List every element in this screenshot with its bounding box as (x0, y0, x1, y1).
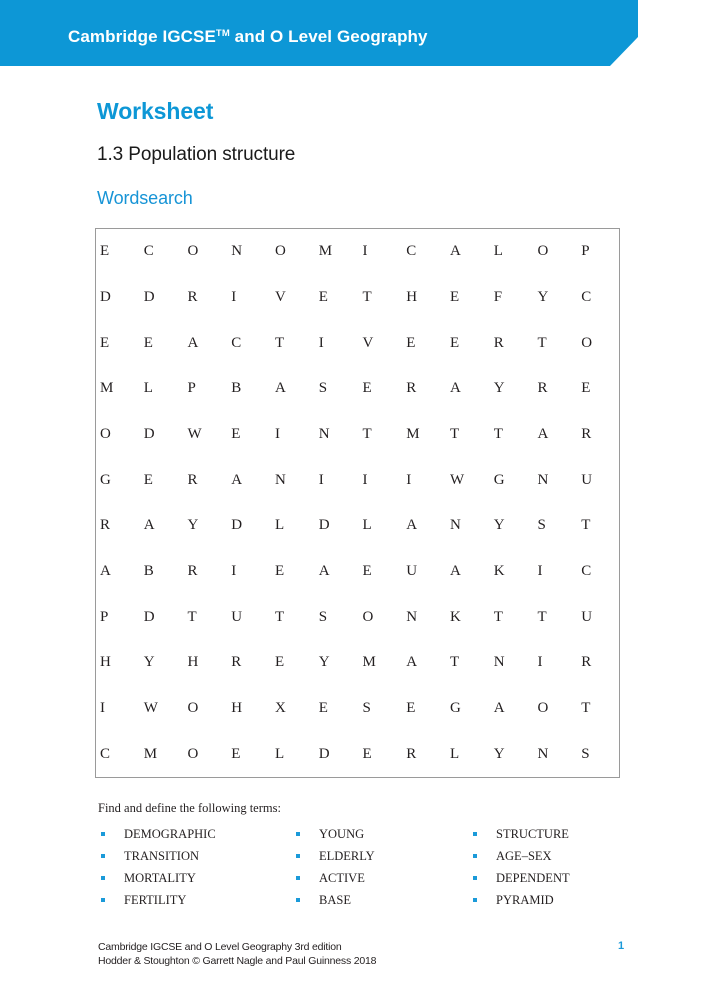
wordsearch-cell[interactable]: T (362, 289, 372, 305)
wordsearch-cell[interactable]: O (187, 745, 199, 762)
wordsearch-cell[interactable]: K (450, 608, 461, 625)
wordsearch-grid[interactable] (95, 228, 620, 778)
wordsearch-cell[interactable]: C (100, 745, 111, 762)
wordsearch-cell[interactable]: S (581, 745, 590, 762)
wordsearch-row (96, 366, 619, 412)
wordlist-item (470, 867, 650, 889)
wordsearch-row (96, 275, 619, 321)
wordsearch-cell[interactable]: G (100, 471, 111, 488)
wordlist-item-label: BASE (319, 893, 351, 907)
wordsearch-cell[interactable]: A (537, 426, 549, 443)
wordsearch-cell[interactable]: T (450, 654, 460, 671)
wordsearch-cell[interactable]: N (231, 243, 243, 260)
wordsearch-cell[interactable]: Y (537, 289, 549, 305)
wordsearch-cell[interactable]: D (231, 517, 243, 534)
wordsearch-cell[interactable]: T (537, 608, 547, 625)
wordsearch-cell[interactable]: O (275, 243, 286, 260)
wordsearch-cell[interactable]: Y (493, 380, 505, 397)
wordlist-instruction: Find and define the following terms: (98, 801, 281, 815)
wordsearch-cell[interactable]: R (493, 334, 504, 351)
wordsearch-cell[interactable]: E (362, 563, 372, 580)
wordsearch-cell[interactable]: S (537, 517, 546, 534)
wordlist-item-label: PYRAMID (496, 893, 554, 907)
wordsearch-cell[interactable]: C (581, 289, 592, 305)
wordsearch-cell[interactable]: E (406, 334, 416, 351)
wordsearch-cell[interactable]: R (406, 745, 417, 762)
wordsearch-row (96, 457, 619, 503)
wordsearch-cell[interactable]: R (581, 654, 592, 671)
wordsearch-cell[interactable]: M (406, 426, 420, 443)
wordsearch-cell[interactable]: A (231, 471, 243, 488)
wordsearch-cell[interactable]: D (318, 745, 330, 762)
wordsearch-cell[interactable]: X (275, 700, 286, 717)
wordsearch-cell[interactable]: E (581, 380, 591, 397)
wordsearch-cell[interactable]: E (406, 700, 416, 717)
wordsearch-cell[interactable]: R (187, 563, 198, 580)
bullet-icon (101, 832, 105, 836)
wordsearch-cell[interactable]: O (187, 700, 199, 717)
wordsearch-cell[interactable]: N (450, 517, 461, 534)
wordlist-column (98, 823, 278, 911)
wordsearch-cell[interactable]: C (406, 243, 417, 260)
wordsearch-cell[interactable]: C (231, 334, 242, 351)
wordsearch-cell[interactable]: E (362, 745, 372, 762)
wordsearch-cell[interactable]: F (493, 289, 503, 305)
wordsearch-cell[interactable]: D (143, 289, 155, 305)
bullet-icon (296, 854, 300, 858)
wordsearch-cell[interactable]: A (406, 654, 418, 671)
wordlist-item-label: MORTALITY (124, 871, 196, 885)
wordlist-item-label: TRANSITION (124, 849, 199, 863)
wordsearch-cell[interactable]: I (231, 563, 237, 580)
bullet-icon (296, 832, 300, 836)
wordsearch-cell[interactable]: M (100, 380, 114, 397)
wordsearch-cell[interactable]: W (450, 471, 465, 488)
wordsearch-cell[interactable]: U (231, 608, 243, 625)
bullet-icon (296, 876, 300, 880)
header-title-rest: and O Level Geography (229, 27, 428, 46)
wordsearch-cell[interactable]: K (493, 563, 505, 580)
wordsearch-cell[interactable]: L (275, 745, 285, 762)
wordlist-item (293, 845, 473, 867)
wordsearch-cell[interactable]: E (275, 563, 285, 580)
page-number: 1 (618, 940, 625, 952)
wordsearch-row (96, 320, 619, 366)
wordsearch-cell[interactable]: U (581, 608, 593, 625)
bullet-icon (473, 832, 477, 836)
wordsearch-cell[interactable]: C (581, 563, 592, 580)
wordsearch-cell[interactable]: E (275, 654, 285, 671)
wordsearch-cell[interactable]: N (537, 471, 549, 488)
wordsearch-cell[interactable]: R (187, 289, 198, 305)
wordsearch-row (96, 229, 619, 275)
bullet-icon (473, 898, 477, 902)
wordsearch-cell[interactable]: V (362, 334, 374, 351)
wordsearch-cell[interactable]: Y (187, 517, 199, 534)
wordsearch-cell[interactable]: L (275, 517, 285, 534)
wordsearch-cell[interactable]: Y (318, 654, 330, 671)
wordsearch-cell[interactable]: C (143, 243, 154, 260)
wordsearch-cell[interactable]: E (100, 334, 110, 351)
wordsearch-cell[interactable]: I (318, 334, 324, 351)
wordlist-item (98, 823, 278, 845)
wordsearch-cell[interactable]: E (231, 426, 241, 443)
wordsearch-cell[interactable]: E (450, 289, 460, 305)
wordsearch-cell[interactable]: R (581, 426, 592, 443)
bullet-icon (296, 898, 300, 902)
wordlist-item (293, 867, 473, 889)
wordsearch-cell[interactable]: I (100, 700, 105, 717)
wordlist-item (98, 845, 278, 867)
wordsearch-cell[interactable]: P (100, 608, 109, 625)
wordsearch-cell[interactable]: S (318, 608, 328, 625)
wordsearch-cell[interactable]: R (100, 517, 111, 534)
wordsearch-cell[interactable]: T (362, 426, 372, 443)
bullet-icon (101, 854, 105, 858)
wordsearch-cell[interactable]: T (493, 608, 503, 625)
footer-line-2: Hodder & Stoughton © Garrett Nagle and Paul Guinness 2018 (98, 955, 377, 967)
wordsearch-cell[interactable]: A (450, 243, 461, 260)
bullet-icon (101, 876, 105, 880)
wordsearch-cell[interactable]: E (450, 334, 460, 351)
wordsearch-cell[interactable]: I (537, 654, 543, 671)
wordsearch-cell[interactable]: O (537, 700, 549, 717)
wordsearch-cell[interactable]: O (100, 426, 111, 443)
wordsearch-cell[interactable]: Y (493, 745, 505, 762)
wordsearch-cell[interactable]: H (406, 289, 418, 305)
wordsearch-cell[interactable]: N (275, 471, 286, 488)
wordsearch-cell[interactable]: U (406, 563, 418, 580)
wordsearch-cell[interactable]: W (187, 426, 202, 443)
wordsearch-cell[interactable]: D (100, 289, 111, 305)
wordsearch-row (96, 686, 619, 732)
wordsearch-cell[interactable]: B (231, 380, 242, 397)
wordsearch-row (96, 731, 619, 777)
wordlist-column (470, 823, 650, 911)
wordsearch-cell[interactable]: N (493, 654, 505, 671)
wordsearch-row (96, 640, 619, 686)
wordsearch-cell[interactable]: O (187, 243, 199, 260)
wordsearch-cell[interactable]: A (143, 517, 155, 534)
wordsearch-cell[interactable]: E (100, 243, 110, 260)
wordlist (98, 823, 628, 913)
wordsearch-cell[interactable]: P (581, 243, 590, 260)
wordsearch-cell[interactable]: M (143, 745, 158, 762)
wordlist-item (98, 867, 278, 889)
worksheet-subtitle: 1.3 Population structure (97, 144, 296, 165)
section-title: Wordsearch (97, 188, 193, 208)
wordlist-item-label: ACTIVE (319, 871, 365, 885)
wordlist-item-label: DEPENDENT (496, 871, 570, 885)
wordsearch-cell[interactable]: E (318, 289, 328, 305)
header-title-main: Cambridge IGCSE (68, 27, 216, 46)
wordlist-item-label: ELDERLY (319, 849, 375, 863)
wordsearch-cell[interactable]: R (187, 471, 198, 488)
wordsearch-cell[interactable]: A (318, 563, 330, 580)
wordsearch-row (96, 412, 619, 458)
wordsearch-cell[interactable]: R (406, 380, 417, 397)
wordsearch-cell[interactable]: O (537, 243, 549, 260)
wordsearch-cell[interactable]: Y (493, 517, 505, 534)
wordsearch-cell[interactable]: E (143, 334, 153, 351)
wordsearch-cell[interactable]: A (406, 517, 418, 534)
wordsearch-cell[interactable]: T (493, 426, 503, 443)
wordsearch-row (96, 503, 619, 549)
wordlist-item-label: YOUNG (319, 827, 365, 841)
wordsearch-cell[interactable]: N (318, 426, 330, 443)
wordsearch-cell[interactable]: B (143, 563, 154, 580)
wordsearch-cell[interactable]: G (450, 700, 461, 717)
wordlist-item-label: DEMOGRAPHIC (124, 827, 216, 841)
wordsearch-cell[interactable]: O (581, 334, 593, 351)
wordlist-item-label: FERTILITY (124, 893, 187, 907)
wordsearch-cell[interactable]: I (318, 471, 324, 488)
wordsearch-cell[interactable]: N (406, 608, 418, 625)
wordsearch-cell[interactable]: I (362, 471, 368, 488)
wordsearch-cell[interactable]: G (493, 471, 505, 488)
bullet-icon (473, 854, 477, 858)
wordsearch-cell[interactable]: A (493, 700, 505, 717)
trademark-superscript: TM (215, 28, 230, 39)
wordlist-item-label: AGE–SEX (496, 849, 552, 863)
wordsearch-cell[interactable]: H (187, 654, 199, 671)
wordsearch-cell[interactable]: M (318, 243, 333, 260)
footer (98, 940, 628, 968)
wordsearch-cell[interactable]: M (362, 654, 376, 671)
wordsearch-cell[interactable]: E (362, 380, 372, 397)
wordsearch-row (96, 594, 619, 640)
wordlist-item (98, 889, 278, 911)
wordsearch-cell[interactable]: D (318, 517, 330, 534)
wordsearch-cell[interactable]: I (362, 243, 368, 260)
wordlist-item-label: STRUCTURE (496, 827, 569, 841)
wordsearch-cell[interactable]: S (318, 380, 328, 397)
wordsearch-cell[interactable]: R (537, 380, 548, 397)
wordsearch-cell[interactable]: D (143, 426, 155, 443)
wordsearch-cell[interactable]: R (231, 654, 242, 671)
wordsearch-cell[interactable]: I (537, 563, 543, 580)
wordlist-item (293, 823, 473, 845)
wordsearch-cell[interactable]: T (581, 700, 591, 717)
wordsearch-cell[interactable]: A (100, 563, 111, 580)
wordsearch-cell[interactable]: L (362, 517, 372, 534)
wordsearch-cell[interactable]: I (406, 471, 412, 488)
wordsearch-cell[interactable]: T (275, 334, 285, 351)
wordsearch-cell[interactable]: T (537, 334, 547, 351)
wordsearch-cell[interactable]: T (450, 426, 460, 443)
wordsearch-cell[interactable]: S (362, 700, 371, 717)
wordlist-item (470, 845, 650, 867)
wordsearch-cell[interactable]: I (275, 426, 280, 443)
wordsearch-cell[interactable]: T (187, 608, 197, 625)
bullet-icon (101, 898, 105, 902)
wordsearch-cell[interactable]: T (581, 517, 591, 534)
wordsearch-cell[interactable]: H (231, 700, 243, 717)
wordlist-column (293, 823, 473, 911)
wordsearch-cell[interactable]: D (143, 608, 155, 625)
wordsearch-cell[interactable]: L (450, 745, 460, 762)
wordsearch-cell[interactable]: U (581, 471, 593, 488)
bullet-icon (473, 876, 477, 880)
wordsearch-cell[interactable]: I (231, 289, 237, 305)
wordsearch-cell[interactable]: N (537, 745, 549, 762)
wordsearch-cell[interactable]: A (187, 334, 199, 351)
wordsearch-cell[interactable]: O (362, 608, 374, 625)
wordsearch-cell[interactable]: E (231, 745, 241, 762)
wordsearch-cell[interactable]: T (275, 608, 285, 625)
wordsearch-cell[interactable]: Y (143, 654, 155, 671)
wordsearch-cell[interactable]: W (143, 700, 158, 717)
header-title (68, 27, 428, 47)
wordsearch-cell[interactable]: E (143, 471, 153, 488)
wordsearch-cell[interactable]: A (275, 380, 286, 397)
wordsearch-cell[interactable]: A (450, 380, 461, 397)
wordsearch-cell[interactable]: P (187, 380, 196, 397)
wordsearch-cell[interactable]: E (318, 700, 328, 717)
wordlist-item (293, 889, 473, 911)
footer-line-1: Cambridge IGCSE and O Level Geography 3rd edition (98, 941, 342, 953)
wordlist-item (470, 889, 650, 911)
wordsearch-cell[interactable]: H (100, 654, 111, 671)
page-title: Worksheet (97, 98, 214, 124)
wordsearch-cell[interactable]: L (143, 380, 153, 397)
wordlist-item (470, 823, 650, 845)
wordsearch-row (96, 549, 619, 595)
wordsearch-cell[interactable]: A (450, 563, 461, 580)
wordsearch-cell[interactable]: V (275, 289, 286, 305)
wordsearch-cell[interactable]: L (493, 243, 503, 260)
